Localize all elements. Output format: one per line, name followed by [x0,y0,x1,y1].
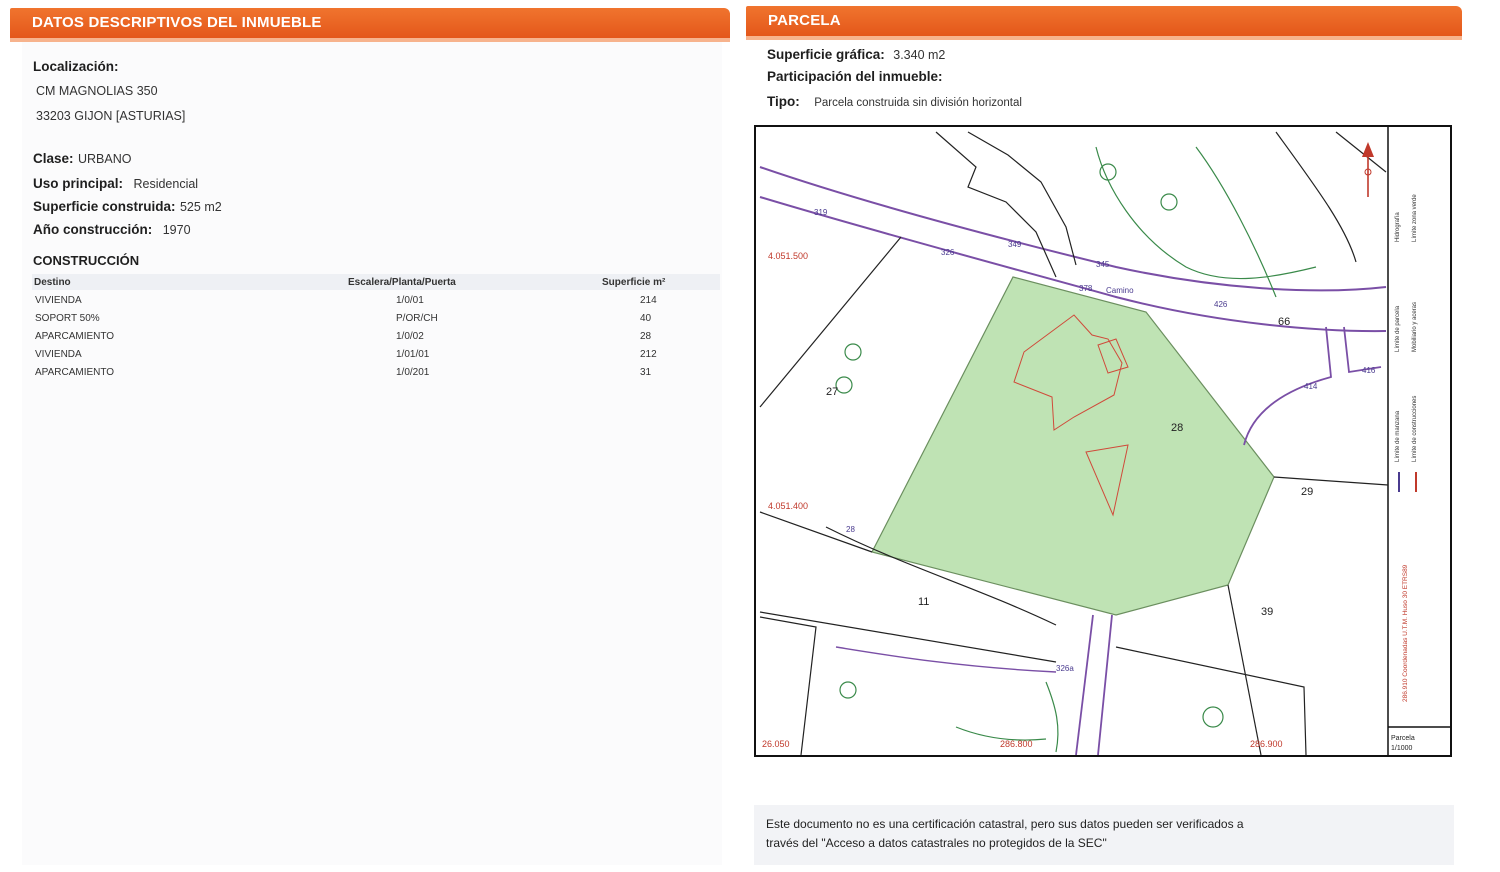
parcel-number-66: 66 [1278,316,1291,328]
street-number-3: 349 [1008,240,1022,249]
parcel-number-28: 28 [1171,422,1184,434]
parcel-number-11: 11 [918,596,930,608]
cadastral-map [754,125,1452,757]
street-number-5: 378 [1079,284,1093,293]
address-line-2: 33203 GIJON [ASTURIAS] [36,109,186,123]
legend-item-6: Hidrografía [1395,212,1401,242]
utm-label: 286.910 Coordenadas U.T.M. Huso 30 ETRS89 [1402,564,1409,702]
address-line-1: CM MAGNOLIAS 350 [36,84,158,98]
uso-row [33,175,198,193]
scale-label: Parcela [1391,735,1415,742]
clase-row [33,150,131,168]
table-row-4-destino: VIVIENDA [35,349,82,360]
coord-label-4: 286.800 [1000,739,1033,749]
parcel-number-29: 29 [1301,486,1314,498]
table-header-escalera: Escalera/Planta/Puerta [348,277,456,288]
anio-row [33,221,191,239]
legend-item-2: Límite de parcela [1395,305,1401,352]
uso-value: Residencial [133,177,199,191]
street-number-2: 326 [941,248,955,257]
map-svg [756,127,1450,755]
table-row-3-superficie: 28 [640,331,652,342]
disclaimer-line-2: través del "Acceso a datos catastrales no protegidos de la SEC" [766,836,1107,850]
scale-value: 1/1000 [1391,745,1413,752]
street-number-9: 28 [846,525,855,534]
table-row-5-destino: APARCAMIENTO [35,367,115,378]
table-row-4-escalera: 1/01/01 [396,349,430,360]
table-row-2-superficie: 40 [640,313,652,324]
superficie-value: 525 m2 [179,200,222,214]
legend-item-4: Mobiliario y aceras [1412,301,1418,352]
coord-label-3: 26.050 [762,739,790,749]
table-row-3-escalera: 1/0/02 [396,331,424,342]
table-header-destino: Destino [34,277,71,288]
legend-item-1: Límite de manzana [1395,410,1401,462]
coord-label-2: 4.051.400 [768,501,809,511]
street-number-8: 416 [1362,366,1376,375]
disclaimer-line-1: Este documento no es una certificación catastral, pero sus datos pueden ser verificados a [766,817,1244,831]
parcel-number-27: 27 [826,386,839,398]
legend-item-5: Límite zona verde [1412,194,1418,242]
street-name: Camino [1106,286,1134,295]
participacion-label: Participación del inmueble: [767,69,943,84]
section-header-datos: DATOS DESCRIPTIVOS DEL INMUEBLE [10,8,730,38]
sup-grafica-row [767,46,945,64]
section-header-parcela: PARCELA [746,6,1462,36]
sup-grafica-label: Superficie gráfica: [767,47,885,62]
superficie-row [33,198,222,216]
sup-grafica-value: 3.340 m2 [893,48,946,62]
parcel-number-39: 39 [1261,606,1274,618]
legend-item-3: Límite de construcciones [1412,395,1418,462]
table-row-4-superficie: 212 [640,349,657,360]
north-arrow-icon [1362,142,1374,197]
tipo-label: Tipo: [767,94,800,109]
table-row-1-superficie: 214 [640,295,657,306]
street-number-6: 426 [1214,300,1228,309]
tipo-value: Parcela construida sin división horizontal [814,97,1022,109]
street-number-4: 345 [1096,260,1110,269]
street-number-7: 414 [1304,382,1318,391]
table-row-5-escalera: 1/0/201 [396,367,430,378]
localizacion-label: Localización: [33,59,119,74]
coord-label-1: 4.051.500 [768,251,809,261]
disclaimer-box [754,805,1454,865]
anio-value: 1970 [162,223,191,237]
anio-label: Año construcción: [33,222,153,237]
table-row-1-destino: VIVIENDA [35,295,82,306]
coord-label-5: 286.900 [1250,739,1283,749]
table-row-2-destino: SOPORT 50% [35,313,100,324]
clase-value: URBANO [77,152,132,166]
left-header-shadow [10,38,730,42]
tipo-row [767,93,1022,111]
construccion-title: CONSTRUCCIÓN [33,253,140,268]
uso-label: Uso principal: [33,176,124,191]
right-header-shadow [746,36,1462,40]
table-row-2-escalera: P/OR/CH [396,313,438,324]
table-row-3-destino: APARCAMIENTO [35,331,115,342]
table-header-superficie: Superficie m² [602,277,666,288]
street-number-10: 326a [1056,664,1074,673]
clase-label: Clase: [33,151,74,166]
street-number-1: 319 [814,208,828,217]
main-parcel [872,277,1274,615]
superficie-label: Superficie construida: [33,199,176,214]
table-row-5-superficie: 31 [640,367,652,378]
table-row-1-escalera: 1/0/01 [396,295,424,306]
